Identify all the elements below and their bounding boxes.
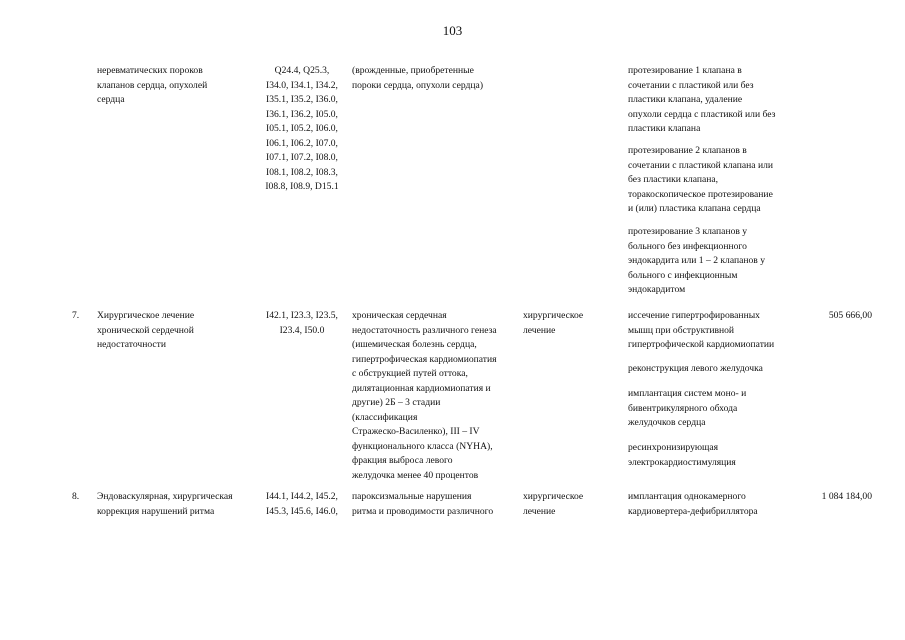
row1-code-line: I08.1, I08.2, I08.3,: [266, 166, 338, 178]
row8-method-line: имплантация однокамерного: [628, 491, 746, 502]
row1-name-line: неревматических пороков: [97, 65, 203, 76]
row7-diag-line: Стражеско-Василенко), III – IV: [352, 426, 480, 437]
row1-code-line: I06.1, I06.2, I07.0,: [266, 137, 338, 149]
row7-treatment-line: хирургическое: [523, 310, 584, 321]
row7-method-line: мышц при обструктивной: [628, 324, 735, 336]
row1-method-line: протезирование 3 клапанов у: [628, 226, 748, 237]
row1-method-line: сочетании с пластикой или без: [628, 79, 754, 91]
page-number: 103: [442, 23, 463, 38]
row7-diag-line: с обструкцией путей оттока,: [352, 368, 468, 379]
row7-diag-line: функционального класса (NYHA),: [352, 440, 493, 452]
row8-name-line: Эндоваскулярная, хирургическая: [97, 491, 233, 502]
row7-diag-line: (классификация: [352, 411, 418, 423]
row1-method-line: пластики клапана: [628, 123, 701, 134]
row7-code-line: I42.1, I23.3, I23.5,: [266, 310, 338, 321]
row7-method-line: ресинхронизирующая: [628, 442, 719, 453]
row8-name-line: коррекция нарушений ритма: [97, 505, 215, 517]
row1-method-line: сочетании с пластикой клапана или: [628, 159, 774, 171]
row7-method-1: [628, 309, 774, 353]
row1-name-line: сердца: [97, 94, 125, 105]
row1-method-line: больного без инфекционного: [628, 240, 747, 252]
row8-name: [97, 490, 233, 519]
row7-method-line: имплантация систем моно- и: [628, 388, 747, 399]
row7-treatment: [523, 309, 583, 338]
row8-diag-line: пароксизмальные нарушения: [352, 491, 472, 502]
row7-diag-line: (ишемическая болезнь сердца,: [352, 339, 477, 350]
row1-method-line: протезирование 1 клапана в: [628, 65, 742, 76]
row1-code-line: Q24.4, Q25.3,: [274, 65, 330, 76]
row8-diag-line: ритма и проводимости различного: [352, 505, 494, 517]
row7-name-line: хронической сердечной: [97, 324, 194, 336]
row7-method-line: желудочков сердца: [628, 417, 706, 428]
row7-name: [97, 309, 194, 353]
row1-method-line: эндокардитом: [628, 284, 686, 295]
row1-method-1: [628, 64, 775, 137]
row7-method-line: бивентрикулярного обхода: [628, 402, 738, 414]
row8-treatment: [523, 490, 583, 519]
row8-number: 8.: [72, 491, 80, 502]
row7-method-line: иссечение гипертрофированных: [628, 310, 760, 321]
row8-method-1: [628, 490, 758, 519]
row8-diagnosis: [352, 490, 493, 519]
row7-diag-line: гипертрофическая кардиомиопатия: [352, 353, 497, 365]
row8-price: 1 084 184,00: [821, 491, 872, 502]
row1-codes: [259, 64, 345, 195]
row1-code-line: I08.8, I08.9, D15.1: [265, 181, 339, 192]
row8-treatment-line: хирургическое: [523, 491, 584, 502]
row1-method-3: [628, 225, 765, 298]
row7-method-line: гипертрофической кардиомиопатии: [628, 339, 775, 350]
row1-code-line: I36.1, I36.2, I05.0,: [266, 108, 338, 120]
row7-method-3: [628, 387, 746, 431]
row1-code-line: I07.1, I07.2, I08.0,: [266, 152, 338, 163]
row7-diag-line: желудочка менее 40 процентов: [352, 469, 479, 481]
row1-diagnosis: [352, 64, 483, 93]
row1-method-2: [628, 144, 773, 217]
row7-codes: [259, 309, 345, 338]
row7-method-2: [628, 362, 763, 377]
row7-name-line: недостаточности: [97, 339, 166, 350]
row1-method-line: торакоскопическое протезирование: [628, 188, 773, 200]
row1-method-line: эндокардита или 1 – 2 клапанов у: [628, 255, 766, 266]
row1-method-line: опухоли сердца с пластикой или без: [628, 108, 776, 120]
row8-method-line: кардиовертера-дефибриллятора: [628, 505, 758, 517]
row7-diag-line: недостаточность различного генеза: [352, 324, 497, 336]
row7-name-line: Хирургическое лечение: [97, 310, 195, 321]
row1-name: [97, 64, 207, 108]
row7-diag-line: хроническая сердечная: [352, 310, 447, 321]
row1-code-line: I34.0, I34.1, I34.2,: [266, 79, 338, 91]
row7-diagnosis: [352, 309, 497, 483]
row1-method-line: больного с инфекционным: [628, 269, 738, 281]
row1-method-line: протезирование 2 клапанов в: [628, 145, 747, 156]
row7-number: 7.: [72, 310, 80, 321]
row7-diag-line: дилятационная кардиомиопатия и: [352, 382, 491, 394]
row8-code-line: I45.3, I45.6, I46.0,: [266, 505, 338, 517]
row8-code-line: I44.1, I44.2, I45.2,: [266, 491, 338, 502]
row7-diag-line: другие) 2Б – 3 стадии: [352, 397, 441, 408]
row1-diag-line: пороки сердца, опухоли сердца): [352, 79, 484, 91]
row7-code-line: I23.4, I50.0: [279, 324, 325, 336]
row1-method-line: без пластики клапана,: [628, 174, 719, 185]
row7-method-line: реконструкция левого желудочка: [628, 363, 763, 374]
row1-method-line: пластики клапана, удаление: [628, 94, 743, 105]
row7-method-4: [628, 441, 736, 470]
row8-codes: [259, 490, 345, 519]
row1-diag-line: (врожденные, приобретенные: [352, 65, 474, 76]
row1-name-line: клапанов сердца, опухолей: [97, 79, 208, 91]
row7-price: 505 666,00: [828, 310, 872, 321]
row7-treatment-line: лечение: [523, 324, 556, 336]
row1-code-line: I35.1, I35.2, I36.0,: [266, 94, 338, 105]
row1-code-line: I05.1, I05.2, I06.0,: [266, 123, 338, 134]
row7-diag-line: фракция выброса левого: [352, 455, 453, 466]
row1-method-line: и (или) пластика клапана сердца: [628, 203, 761, 214]
row8-treatment-line: лечение: [523, 505, 556, 517]
row7-method-line: электрокардиостимуляция: [628, 456, 736, 468]
